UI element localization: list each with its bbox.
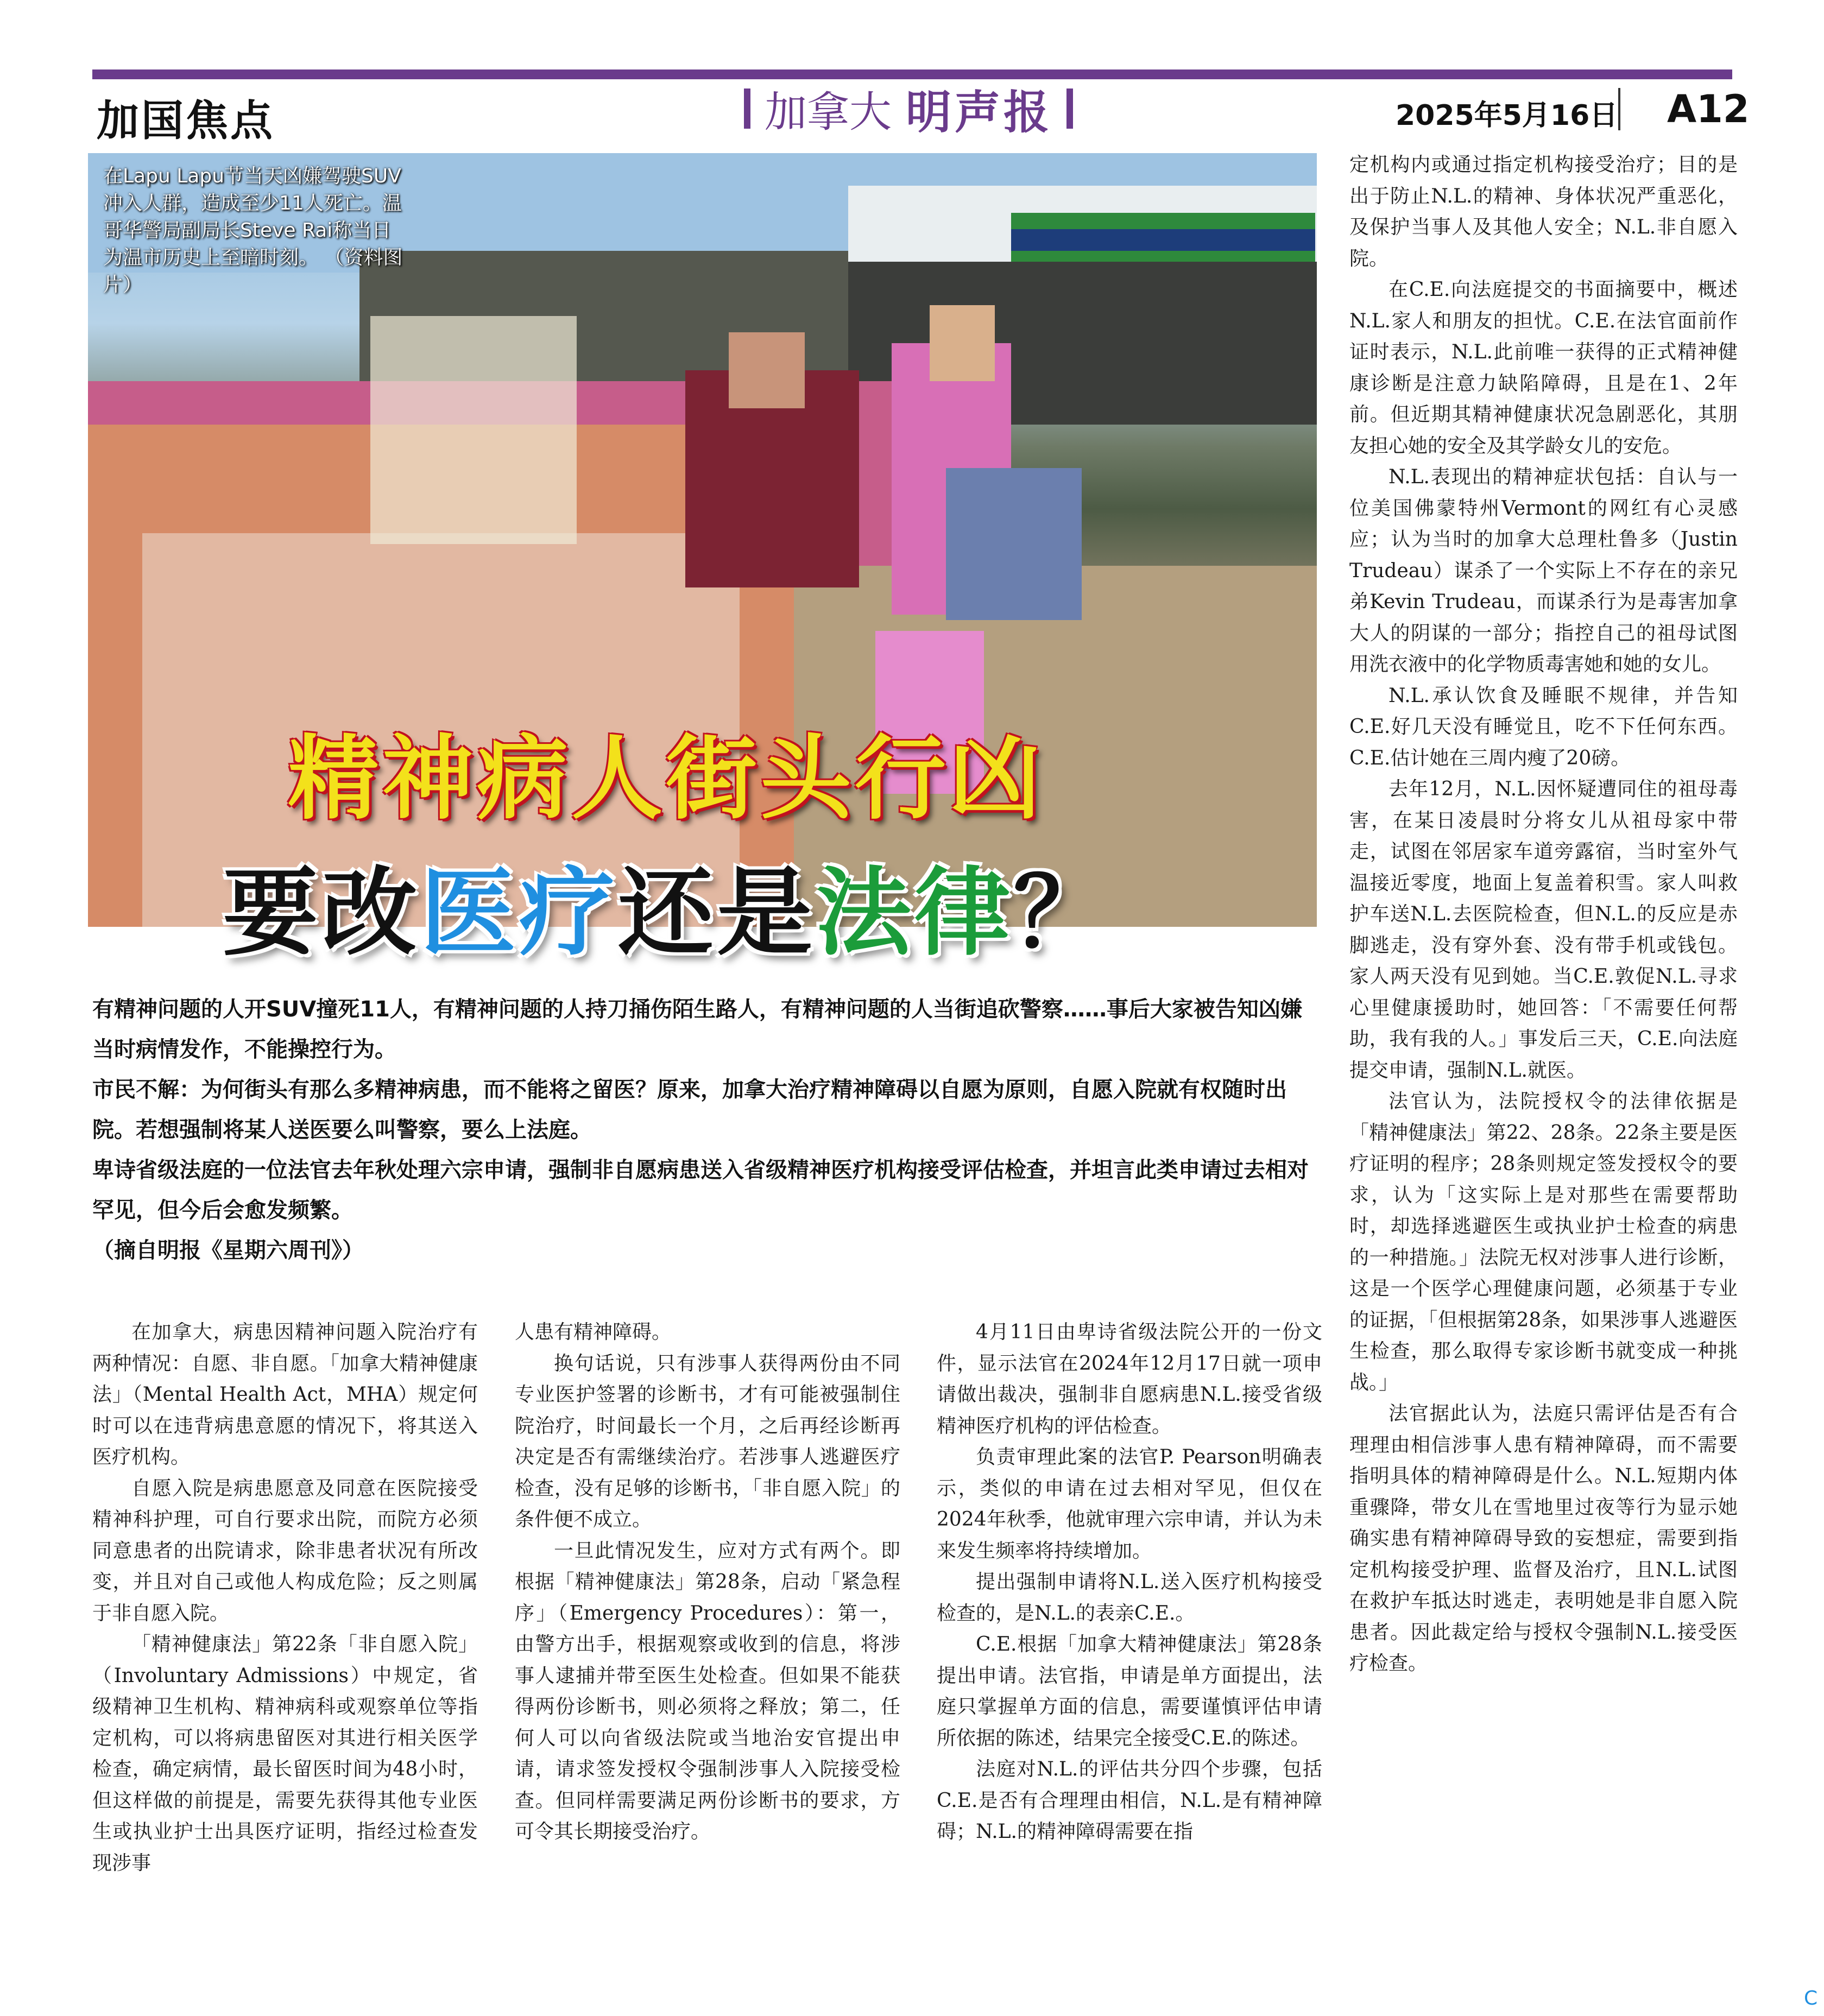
lead-paragraph: 市民不解：为何街头有那么多精神病患，而不能将之留医？原来，加拿大治疗精神障碍以自愿为原则，自愿入院就有权随时出院。若想强制将某人送医要么叫警察，要么上法庭。 (92, 1077, 1287, 1142)
article-column-3 (937, 1317, 1322, 1848)
body-paragraph: 在加拿大，病患因精神问题入院治疗有两种情况：自愿、非自愿。「加拿大精神健康法」（Mental Health Act，MHA）规定何时可以在违背病患意愿的情况下，将其送入医疗机构。 (92, 1321, 478, 1468)
body-paragraph: 自愿入院是病患愿意及同意在医院接受精神科护理，可自行要求出院，而院方必须同意患者的出院请求，除非患者状况有所改变，并且对自己或他人构成危险；反之则属于非自愿入院。 (92, 1477, 478, 1625)
body-paragraph: 定机构内或通过指定机构接受治疗；目的是出于防止N.L.的精神、身体状况严重恶化，及保护当事人及其他人安全；N.L.非自愿入院。 (1349, 154, 1738, 270)
lead-paragraph: 卑诗省级法庭的一位法官去年秋处理六宗申请，强制非自愿病患送入省级精神医疗机构接受评估检查，并坦言此类申请过去相对罕见，但今后会愈发频繁。 (92, 1158, 1309, 1223)
masthead-country: 加拿大 (765, 88, 892, 137)
headline-sub-law: 法律 (816, 856, 1014, 969)
article-column-2 (515, 1317, 900, 1848)
body-paragraph: 负责审理此案的法官P. Pearson明确表示，类似的申请在过去相对罕见，但仅在2024年秋季，他就审理六宗申请，并认为未来发生频率将持续增加。 (937, 1446, 1322, 1562)
lead-source: （摘自明报《星期六周刊》） (92, 1238, 364, 1263)
body-paragraph: 4月11日由卑诗省级法院公开的一份文件，显示法官在2024年12月17日就一项申请做出裁决，强制非自愿病患N.L.接受省级精神医疗机构的评估检查。 (937, 1321, 1322, 1437)
masthead (744, 81, 1073, 139)
body-paragraph: C.E.根据「加拿大精神健康法」第28条提出申请。法官指，申请是单方面提出，法庭只掌握单方面的信息，需要谨慎评估申请所依据的陈述，结果完全接受C.E.的陈述。 (937, 1633, 1322, 1749)
body-paragraph: 法官认为，法院授权令的法律依据是「精神健康法」第22、28条。22条主要是医疗证明的程序；28条则规定签发授权令的要求，认为「这实际上是对那些在需要帮助时，却选择逃避医生或执业护士检查的病患的一种措施。」法院无权对涉事人进行诊断，这是一个医学心理健康问题，必须基于专业的证据，「但根据第28条，如果涉事人逃避医生检查，那么取得专家诊断书就变成一种挑战。」 (1349, 1090, 1738, 1394)
body-paragraph: 人患有精神障碍。 (515, 1321, 672, 1343)
issue-date: 2025年5月16日 (1396, 99, 1618, 132)
date-separator (1618, 88, 1620, 130)
body-paragraph: 提出强制申请将N.L.送入医疗机构接受检查的，是N.L.的表亲C.E.。 (937, 1571, 1322, 1625)
corner-mark: C (1804, 1987, 1818, 2009)
body-paragraph: N.L.表现出的精神症状包括：自认与一位美国佛蒙特州Vermont的网红有心灵感应；认为当时的加拿大总理杜鲁多（Justin Trudeau）谋杀了一个实际上不存在的亲兄弟Kevin Trudeau，而谋杀行为是毒害加拿大人的阴谋的一部分；指控自己的祖母试图用洗衣液中的化学物质毒害她和她的女儿。 (1349, 466, 1738, 675)
body-paragraph: 「精神健康法」第22条「非自愿入院」（Involuntary Admissions）中规定，省级精神卫生机构、精神病科或观察单位等指定机构，可以将病患留医对其进行相关医学检查，确定病情，最长留医时间为48小时，但这样做的前提是，需要先获得其他专业医生或执业护士出具医疗证明，指经过检查发现涉事 (92, 1633, 478, 1874)
masthead-left-bar (744, 89, 750, 129)
masthead-paper-name: 明声报 (906, 85, 1053, 139)
body-paragraph: 法官据此认为，法庭只需评估是否有合理理由相信涉事人患有精神障碍，而不需要指明具体的精神障碍是什么。N.L.短期内体重骤降，带女儿在雪地里过夜等行为显示她确实患有精神障碍导致的妄想症，需要到指定机构接受护理、监督及治疗，且N.L.试图在救护车抵达时逃走，表明她是非自愿入院患者。因此裁定给与授权令强制N.L.接受医疗检查。 (1349, 1402, 1738, 1674)
headline-sub (223, 836, 1112, 974)
article-column-1 (92, 1317, 478, 1879)
article-lead (92, 989, 1320, 1271)
lead-paragraph: 有精神问题的人开SUV撞死11人，有精神问题的人持刀捅伤陌生路人，有精神问题的人当街追砍警察……事后大家被告知凶嫌当时病情发作，不能操控行为。 (92, 997, 1302, 1062)
masthead-right-bar (1066, 89, 1073, 129)
section-title: 加国焦点 (97, 96, 275, 146)
headline-main: 精神病人街头行凶 (288, 724, 1044, 832)
body-paragraph: N.L.承认饮食及睡眠不规律，并告知C.E.好几天没有睡觉且，吃不下任何东西。C.E.估计她在三周内瘦了20磅。 (1349, 684, 1738, 769)
headline-sub-part-c: 还是 (618, 856, 816, 969)
article-column-4 (1349, 149, 1738, 1679)
body-paragraph: 一旦此情况发生，应对方式有两个。即根据「精神健康法」第28条，启动「紧急程序」（Emergency Procedures）：第一，由警方出手，根据观察或收到的信息，将涉事人逮捕并带至医生处检查。但如果不能获得两份诊断书，则必须将之释放；第二，任何人可以向省级法院或当地治安官提出申请，请求签发授权令强制涉事人入院接受检查。但同样需要满足两份诊断书的要求，方可令其长期接受治疗。 (515, 1539, 900, 1843)
body-paragraph: 换句话说，只有涉事人获得两份由不同专业医护签署的诊断书，才有可能被强制住院治疗，时间最长一个月，之后再经诊断再决定是否有需继续治疗。若涉事人逃避医疗检查，没有足够的诊断书，「非自愿入院」的条件便不成立。 (515, 1352, 900, 1531)
body-paragraph: 在C.E.向法庭提交的书面摘要中，概述N.L.家人和朋友的担忧。C.E.在法官面前作证时表示，N.L.此前唯一获得的正式精神健康诊断是注意力缺陷障碍，且是在1、2年前。但近期其精神健康状况急剧恶化，其朋友担心她的安全及其学龄女儿的安危。 (1349, 279, 1738, 457)
headline-sub-question: ？ (1013, 856, 1113, 969)
headline-sub-medical: 医疗 (420, 856, 618, 969)
body-paragraph: 去年12月，N.L.因怀疑遭同住的祖母毒害，在某日凌晨时分将女儿从祖母家中带走，试图在邻居家车道旁露宿，当时室外气温接近零度，地面上复盖着积雪。家人叫救护车送N.L.去医院检查，但N.L.的反应是赤脚逃走，没有穿外套、没有带手机或钱包。家人两天没有见到她。当C.E.敦促N.L.寻求心里健康援助时，她回答：「不需要任何帮助，我有我的人。」事发后三天，C.E.向法庭提交申请，强制N.L.就医。 (1349, 778, 1738, 1082)
page-number: A12 (1667, 87, 1750, 131)
photo-caption: 在Lapu Lapu节当天凶嫌驾驶SUV冲入人群，造成至少11人死亡。温哥华警局副局长Steve Rai称当日为温市历史上至暗时刻。 （资料图片） (103, 165, 403, 296)
headline-sub-part-a: 要改 (223, 856, 421, 969)
body-paragraph: 法庭对N.L.的评估共分四个步骤，包括C.E.是否有合理理由相信，N.L.是有精神障碍；N.L.的精神障碍需要在指 (937, 1758, 1322, 1843)
